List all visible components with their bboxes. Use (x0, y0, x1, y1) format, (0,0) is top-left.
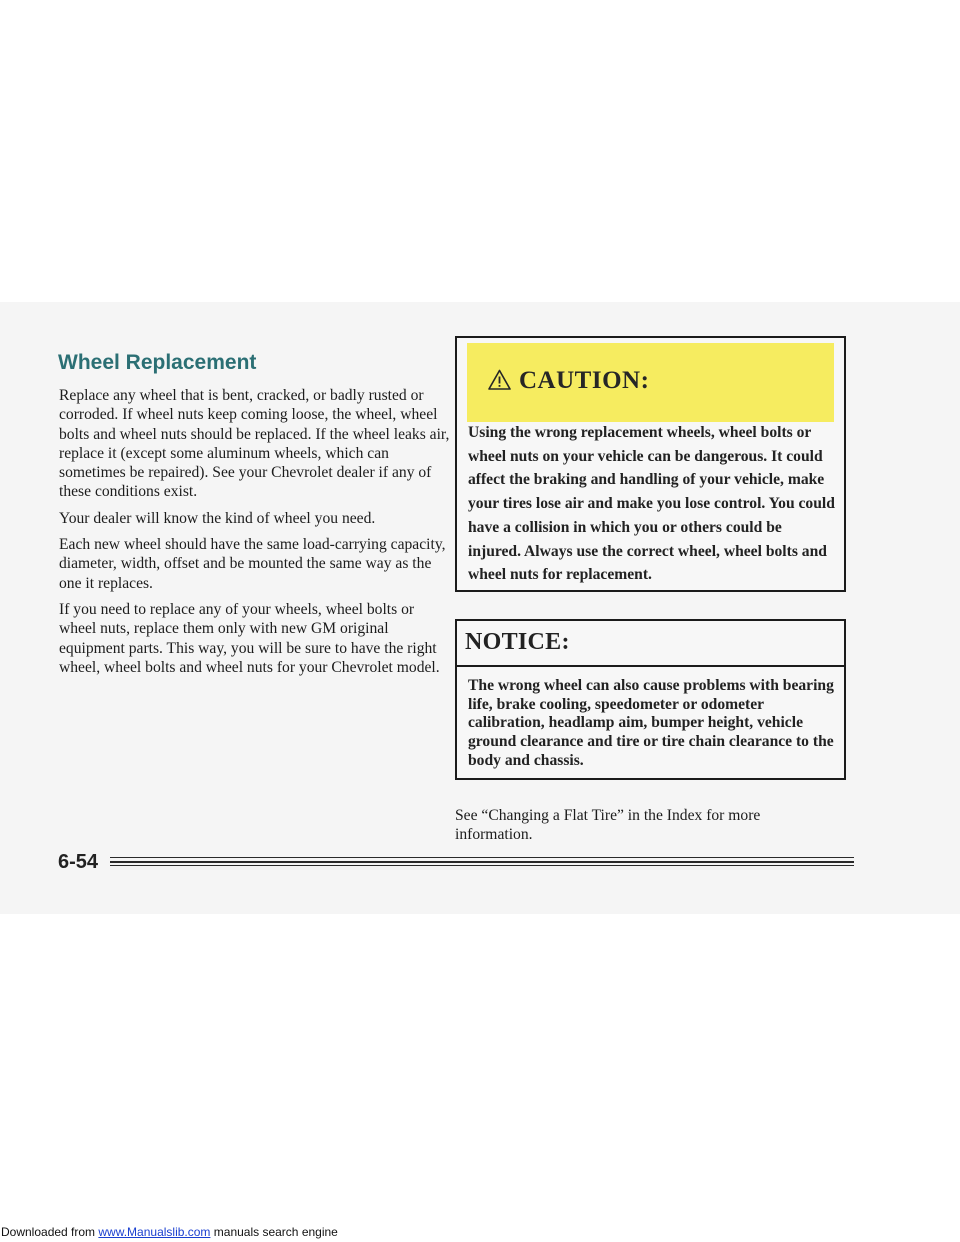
warning-triangle-icon (488, 369, 511, 390)
paragraph-1: Replace any wheel that is bent, cracked, or badly rusted or corroded. If wheel nuts keep coming loose, the wheel, wheel bolts and wheel nuts should be replaced. If the wheel leaks air, replace it (except some aluminum wheels, which can sometimes be repaired). See your Chevrolet dealer if any of these conditions exist. (59, 387, 450, 501)
page-number: 6-54 (58, 851, 99, 873)
notice-box (455, 619, 846, 780)
footer-rule (110, 857, 854, 858)
notice-divider (457, 665, 844, 667)
paragraph-2: Your dealer will know the kind of wheel you need. (59, 509, 376, 527)
caution-box (455, 336, 846, 592)
caution-header (467, 343, 834, 422)
download-footer (1, 1225, 338, 1239)
body-text (59, 386, 451, 684)
paragraph-4: If you need to replace any of your wheels, wheel bolts or wheel nuts, replace them only with new GM original equipment parts. This way, you will be sure to have the right wheel, wheel bolts and wheel nuts for your Chevrolet model. (59, 600, 440, 676)
footer-prefix: Downloaded from (1, 1225, 99, 1239)
see-also-text: See “Changing a Flat Tire” in the Index for more information. (455, 807, 761, 843)
caution-text: Using the wrong replacement wheels, wheel bolts or wheel nuts on your vehicle can be dangerous. It could affect the braking and handling of your vehicle, make your tires lose air and make you lose control. You could have a collision in which you or others could be injured. Always use the correct wheel, wheel bolts and wheel nuts for replacement. (468, 424, 835, 584)
notice-title: NOTICE: (465, 629, 570, 655)
footer-rule (110, 865, 854, 866)
section-title: Wheel Replacement (58, 351, 257, 374)
manualslib-link[interactable]: www.Manualslib.com (98, 1225, 211, 1239)
footer-suffix: manuals search engine (210, 1225, 338, 1239)
caution-title: CAUTION: (519, 367, 650, 394)
footer-rule (110, 861, 854, 863)
notice-text: The wrong wheel can also cause problems with bearing life, brake cooling, speedometer or odometer calibration, headlamp aim, bumper height, vehicle ground clearance and tire or tire chain clearance to the body and chassis. (468, 677, 834, 769)
paragraph-3: Each new wheel should have the same load-carrying capacity, diameter, width, offset and be mounted the same way as the one it replaces. (59, 536, 446, 592)
